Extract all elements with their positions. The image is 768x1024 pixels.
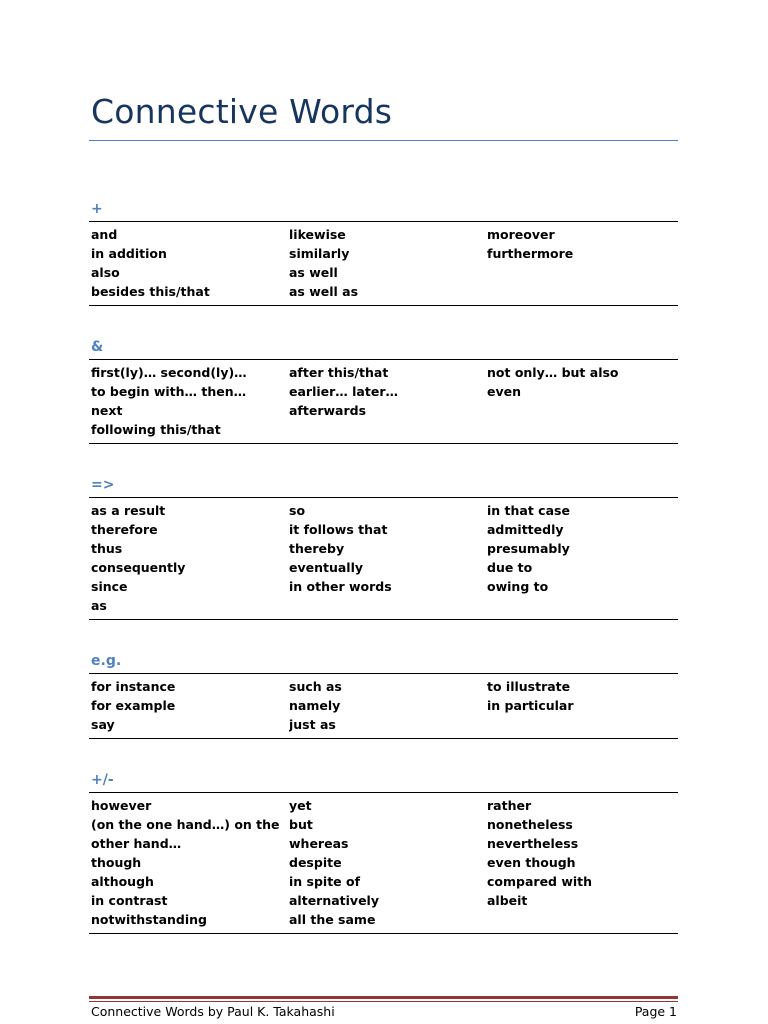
table-cell: albeit (487, 893, 528, 908)
table-cell: due to (487, 560, 533, 575)
table-cell: after this/that (289, 365, 389, 380)
table-row (89, 853, 678, 872)
table-cell: nonetheless (487, 817, 573, 832)
table-cell: say (91, 717, 115, 732)
table-row (89, 910, 678, 929)
table-row (89, 558, 678, 577)
table-cell (487, 910, 678, 929)
table-cell: also (91, 265, 120, 280)
table-cell: earlier… later… (289, 384, 398, 399)
page-title: Connective Words (91, 92, 393, 131)
table-row (89, 520, 678, 539)
table-cell: similarly (289, 246, 350, 261)
section-contrast (89, 770, 678, 934)
table-cell: although (91, 874, 154, 889)
table-cell (487, 263, 678, 282)
table-cell: consequently (91, 560, 186, 575)
table-cell: in spite of (289, 874, 361, 889)
table-cell: therefore (91, 522, 158, 537)
word-table (89, 673, 678, 739)
table-cell: as (91, 598, 107, 613)
table-row (89, 501, 678, 520)
table-cell: admittedly (487, 522, 564, 537)
table-cell: so (289, 503, 306, 518)
section-addition (89, 199, 678, 306)
table-cell: for instance (91, 679, 176, 694)
table-cell: but (289, 817, 313, 832)
table-row (89, 715, 678, 734)
title-underline (89, 140, 678, 141)
table-cell (289, 420, 487, 439)
table-cell: since (91, 579, 128, 594)
table-cell: in that case (487, 503, 570, 518)
table-row (89, 677, 678, 696)
table-cell: however (91, 798, 152, 813)
footer-credit: Connective Words by Paul K. Takahashi (91, 1004, 335, 1019)
table-cell: whereas (289, 836, 349, 851)
word-table (89, 221, 678, 306)
table-cell: though (91, 855, 142, 870)
table-cell: thereby (289, 541, 345, 556)
word-table (89, 359, 678, 444)
table-cell: notwithstanding (91, 912, 207, 927)
table-row (89, 363, 678, 382)
table-cell: moreover (487, 227, 555, 242)
section-result (89, 475, 678, 620)
table-row (89, 696, 678, 715)
table-cell: namely (289, 698, 341, 713)
word-table (89, 792, 678, 934)
section-heading: +/- (91, 772, 114, 788)
table-cell: following this/that (91, 422, 221, 437)
section-example (89, 651, 678, 739)
table-row (89, 577, 678, 596)
section-heading: + (91, 201, 103, 217)
table-cell (487, 715, 678, 734)
section-heading: e.g. (91, 653, 122, 669)
table-row (89, 401, 678, 420)
table-cell: such as (289, 679, 342, 694)
table-row (89, 891, 678, 910)
section-heading: => (91, 477, 115, 493)
section-heading: & (91, 339, 104, 355)
table-cell: even though (487, 855, 576, 870)
table-cell: next (91, 403, 123, 418)
table-cell (487, 401, 678, 420)
table-row (89, 282, 678, 301)
table-cell: it follows that (289, 522, 388, 537)
table-row (89, 796, 678, 815)
table-cell: even (487, 384, 522, 399)
word-table (89, 497, 678, 620)
table-cell (487, 420, 678, 439)
table-cell: likewise (289, 227, 346, 242)
table-cell: owing to (487, 579, 549, 594)
table-row (89, 815, 678, 834)
table-cell: rather (487, 798, 532, 813)
table-cell: alternatively (289, 893, 379, 908)
table-cell: as well (289, 265, 338, 280)
table-cell: as well as (289, 284, 359, 299)
table-cell: to illustrate (487, 679, 571, 694)
table-cell: in addition (91, 246, 167, 261)
table-cell: just as (289, 717, 336, 732)
table-cell: nevertheless (487, 836, 579, 851)
table-row (89, 244, 678, 263)
section-sequence (89, 337, 678, 444)
table-cell: and (91, 227, 118, 242)
table-cell: in particular (487, 698, 574, 713)
table-row (89, 539, 678, 558)
table-cell: furthermore (487, 246, 574, 261)
table-cell: in contrast (91, 893, 168, 908)
table-cell: first(ly)… second(ly)… (91, 365, 247, 380)
table-row (89, 263, 678, 282)
table-cell: for example (91, 698, 176, 713)
table-row (89, 834, 678, 853)
table-cell: as a result (91, 503, 166, 518)
table-cell: thus (91, 541, 123, 556)
footer-rule-thin (89, 1001, 678, 1002)
table-row (89, 382, 678, 401)
table-cell: afterwards (289, 403, 367, 418)
table-cell (487, 282, 678, 301)
table-cell: to begin with… then… (91, 384, 247, 399)
table-cell: eventually (289, 560, 364, 575)
table-cell: despite (289, 855, 342, 870)
table-row (89, 420, 678, 439)
table-cell (487, 596, 678, 615)
table-row (89, 872, 678, 891)
table-cell: not only… but also (487, 365, 619, 380)
table-row (89, 225, 678, 244)
footer-rule (89, 996, 678, 999)
table-cell: yet (289, 798, 312, 813)
page-number: Page 1 (634, 1004, 677, 1019)
table-cell: besides this/that (91, 284, 210, 299)
table-cell: (on the one hand…) on the (91, 817, 280, 832)
table-row (89, 596, 678, 615)
table-cell: in other words (289, 579, 392, 594)
table-cell: presumably (487, 541, 570, 556)
table-cell: all the same (289, 912, 376, 927)
table-cell (289, 596, 487, 615)
table-cell: compared with (487, 874, 593, 889)
table-cell: other hand… (91, 836, 182, 851)
